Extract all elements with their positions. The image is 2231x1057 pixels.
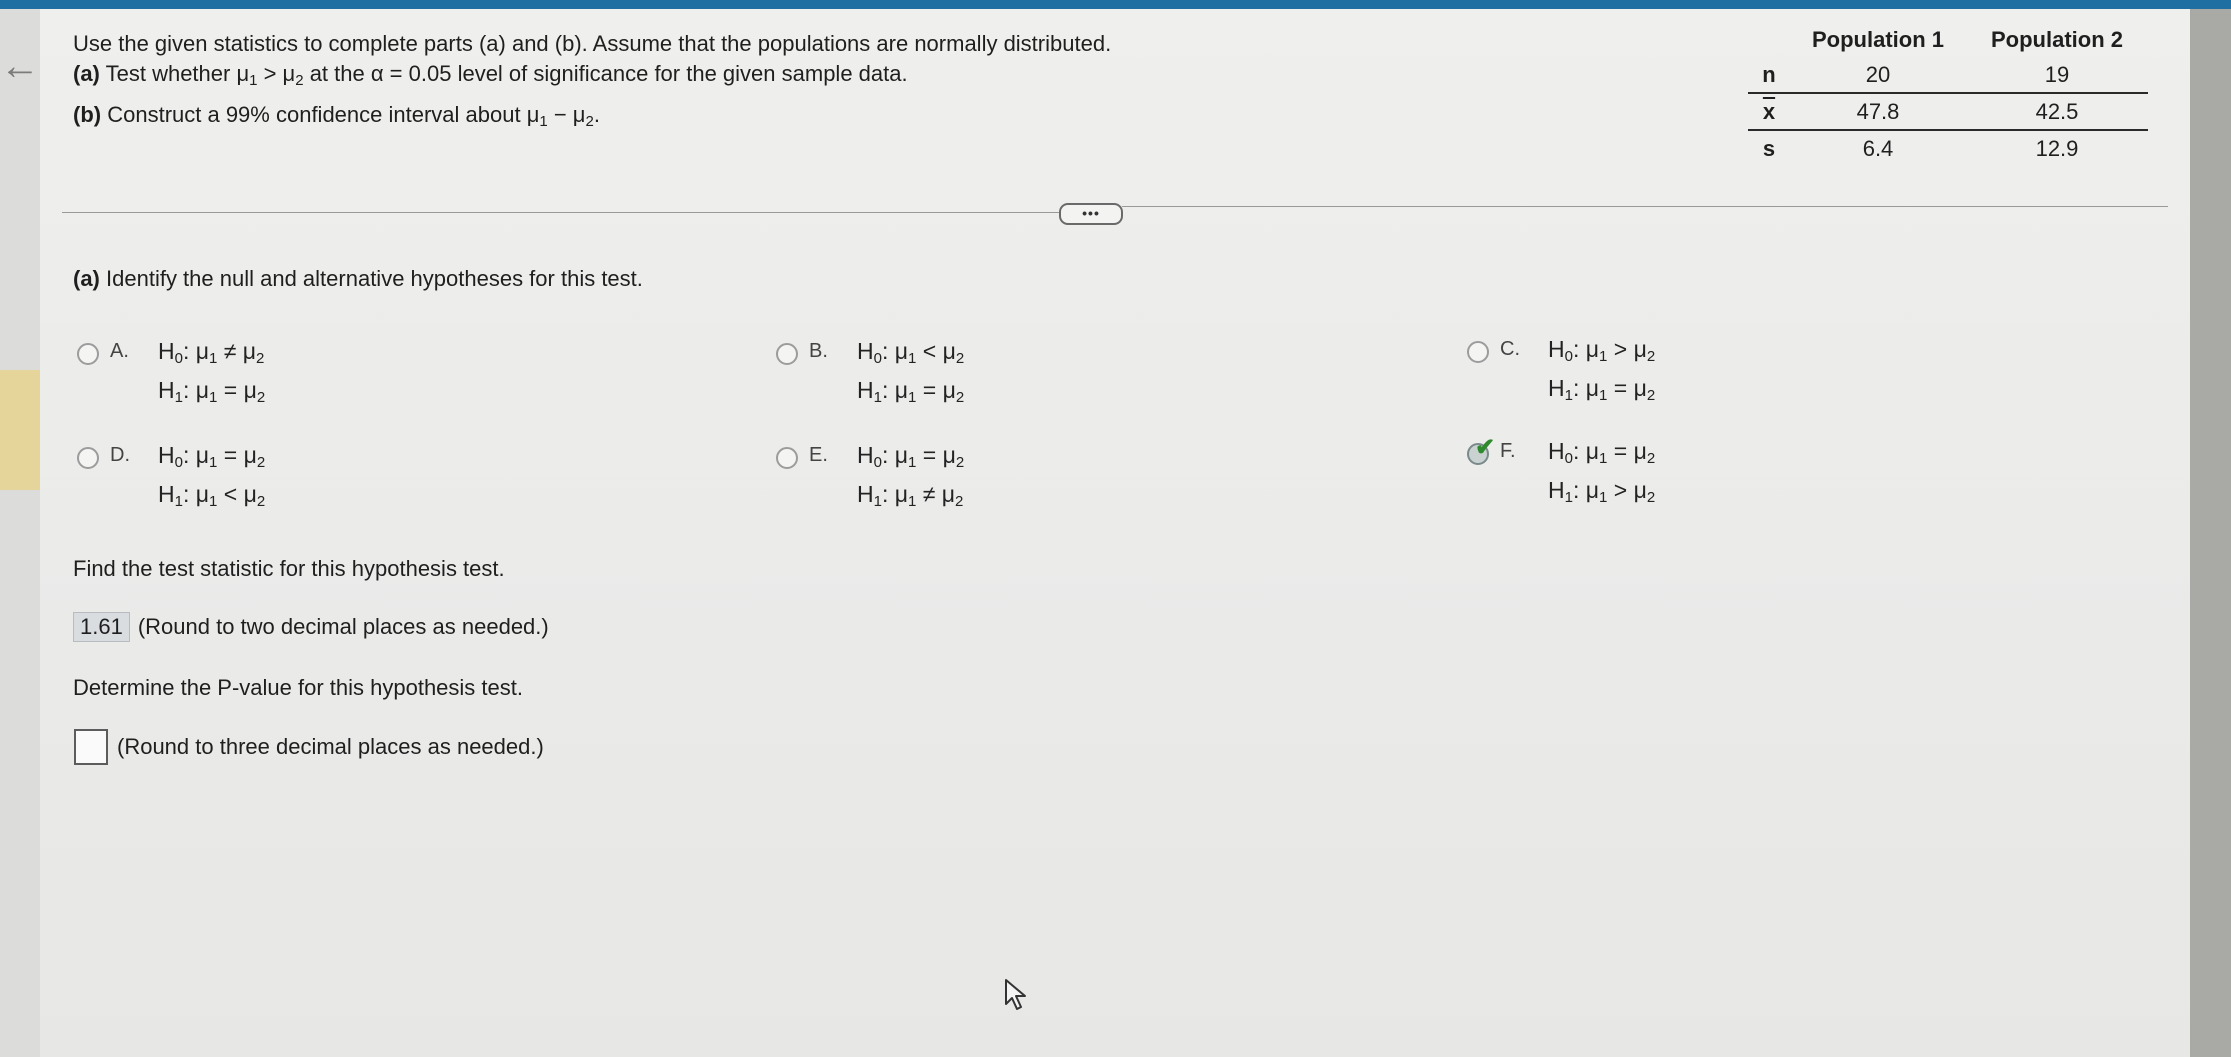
cell-s-pop2: 12.9 — [2035, 135, 2079, 161]
header-population-1: Population 1 — [1812, 26, 1944, 52]
table-row — [1748, 130, 2148, 166]
alternative-hypothesis: $H_1$: $\mu_1 > \mu_2$ — [1548, 477, 1656, 506]
mouse-cursor-icon — [1004, 978, 1032, 1012]
back-arrow-icon[interactable]: ← — [0, 44, 40, 88]
null-hypothesis: $H_0$: $\mu_1 < \mu_2$ — [857, 338, 965, 367]
question-a-heading: (a) Identify the null and alternative hypotheses for this test. — [73, 266, 643, 291]
left-panel-edge — [0, 9, 40, 1057]
option-letter: B. — [809, 340, 828, 362]
alternative-hypothesis: $H_1$: $\mu_1 = \mu_2$ — [857, 377, 965, 406]
cell-n-pop2: 19 — [1966, 57, 2148, 93]
cell-xbar-pop2: 42.5 — [1966, 93, 2148, 130]
check-icon: ✔ — [1475, 434, 1496, 461]
option-letter: E. — [809, 444, 828, 466]
row-label-xbar: $\overline{x}$ — [1748, 93, 1790, 130]
cell-s-pop1: 6.4 — [1862, 135, 1894, 161]
option-e[interactable] — [776, 444, 1396, 524]
table-row — [1748, 57, 2148, 93]
section-divider — [62, 212, 1060, 213]
part-b-statement: (b) Construct a 99% confidence interval about $\mu_1 - \mu_2$. — [73, 102, 600, 130]
test-statistic-hint: (Round to two decimal places as needed.) — [137, 614, 549, 639]
option-f[interactable] — [1467, 434, 2087, 520]
statistics-table — [1748, 22, 2148, 166]
null-hypothesis: $H_0$: $\mu_1 = \mu_2$ — [857, 442, 965, 471]
alternative-hypothesis: $H_1$: $\mu_1 \ne \mu_2$ — [857, 481, 964, 510]
expand-more-button[interactable]: ••• — [1059, 203, 1123, 225]
option-a[interactable] — [77, 340, 697, 420]
null-hypothesis: $H_0$: $\mu_1 \ne \mu_2$ — [158, 338, 265, 367]
radio-button[interactable] — [1467, 341, 1489, 363]
test-statistic-row — [73, 612, 549, 642]
part-a-statement: (a) Test whether $\mu_1 > \mu_2$ at the α = 0.05 level of significance for the given sample data. — [73, 61, 908, 89]
null-hypothesis: $H_0$: $\mu_1 = \mu_2$ — [1548, 438, 1656, 467]
radio-button[interactable] — [77, 343, 99, 365]
row-label-s: s — [1762, 135, 1776, 161]
problem-intro: Use the given statistics to complete parts (a) and (b). Assume that the populations are normally distributed. — [73, 31, 1112, 56]
question-panel — [40, 9, 2190, 1057]
option-letter: A. — [110, 340, 129, 362]
test-statistic-answer[interactable]: 1.61 — [73, 612, 130, 642]
alternative-hypothesis: $H_1$: $\mu_1 = \mu_2$ — [1548, 375, 1656, 404]
p-value-input[interactable] — [74, 729, 108, 765]
cell-n-pop1: 20 — [1790, 57, 1966, 93]
null-hypothesis: $H_0$: $\mu_1 > \mu_2$ — [1548, 336, 1656, 365]
alternative-hypothesis: $H_1$: $\mu_1 < \mu_2$ — [158, 481, 266, 510]
section-divider — [1122, 206, 2168, 207]
cell-xbar-pop1: 47.8 — [1790, 93, 1966, 130]
top-accent-bar — [0, 0, 2231, 9]
table-row — [1748, 93, 2148, 130]
option-letter: D. — [110, 444, 130, 466]
radio-button[interactable] — [776, 447, 798, 469]
right-panel-edge — [2190, 9, 2231, 1057]
radio-button[interactable] — [77, 447, 99, 469]
option-c[interactable] — [1467, 338, 2087, 418]
test-statistic-prompt: Find the test statistic for this hypothesis test. — [73, 556, 505, 581]
option-letter: F. — [1500, 440, 1516, 462]
radio-button[interactable] — [776, 343, 798, 365]
option-letter: C. — [1500, 338, 1520, 360]
row-label-n: n — [1748, 57, 1790, 93]
header-population-2: Population 2 — [1991, 26, 2123, 52]
option-d[interactable] — [77, 444, 697, 524]
option-b[interactable] — [776, 340, 1396, 420]
alternative-hypothesis: $H_1$: $\mu_1 = \mu_2$ — [158, 377, 266, 406]
null-hypothesis: $H_0$: $\mu_1 = \mu_2$ — [158, 442, 266, 471]
p-value-prompt: Determine the P-value for this hypothesis test. — [73, 675, 523, 700]
left-highlight-tab — [0, 370, 40, 490]
p-value-hint: (Round to three decimal places as needed.) — [117, 734, 544, 759]
